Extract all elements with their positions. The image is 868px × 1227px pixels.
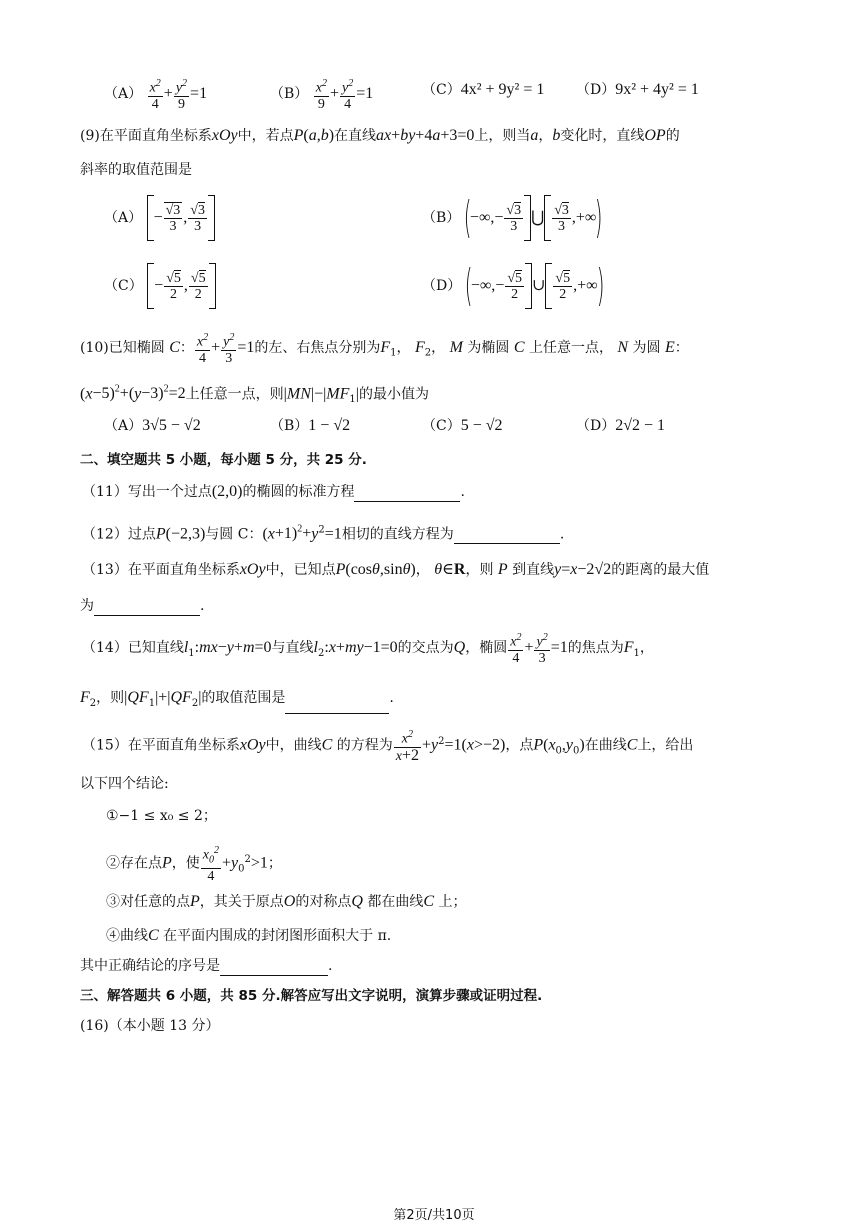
q10-option-a: （A）3√5 − √2 [104, 417, 201, 434]
q8-c-label: （C） [422, 82, 461, 98]
q13-answer-blank[interactable] [94, 600, 200, 616]
q13-line1: （13）在平面直角坐标系xOy中，已知点P(cosθ,sinθ)， θ∈R，则 P 到直线y=x−2√2的距离的最大值 [82, 561, 710, 578]
page-footer: 第2页/共10页 [393, 1208, 475, 1223]
q16-heading: (16)（本小题 13 分） [80, 1018, 220, 1034]
q8-b: （B） $\frac{x^2}{9}$ + $\frac{y^2}{4}$ =1 [270, 78, 374, 112]
q15-answer-blank[interactable] [220, 960, 328, 976]
q9-option-a: （A） − $\frac{√3}{3}$ , $\frac{√3}{3}$ [104, 192, 215, 244]
q9-a-label: （A） [104, 210, 143, 226]
q9-stem-line1: (9)在平面直角坐标系xOy中，若点P(a,b)在直线ax+by+4a+3=0上，则当a，b变化时，直线OP的 [80, 127, 680, 144]
q8-options: （A） $\frac{x^2}{4}$ + $\frac{y^2}{9}$ =1 [104, 78, 208, 112]
q9-option-c: （C） − $\frac{√5}{2}$ , $\frac{√5}{2}$ [104, 260, 216, 312]
q9-stem-line2: 斜率的取值范围是 [80, 162, 192, 178]
q8-c-text: 4x² + 9y² = 1 [460, 81, 545, 98]
q15-conclusion-4: ④曲线C 在平面内围成的封闭图形面积大于 π. [106, 927, 392, 944]
q15-ask: 其中正确结论的序号是 . [80, 958, 333, 974]
q10-option-c: （C）5 − √2 [422, 417, 503, 434]
q9-option-b: （B） (−∞,− $\frac{√3}{3}$ ⋃ $\frac{√3}{3}$ ,+∞) [422, 192, 603, 243]
q8-d [576, 80, 699, 100]
q14-line1: （14）已知直线$l_1:mx-y+m=0$与直线$l_2:x+my-1=0$的交点为Q，椭圆 $\frac{x^2}{4}$ + $\frac{y^2}{3}$ =1的焦点为$F_1$， [82, 632, 654, 666]
q11-answer-blank[interactable] [354, 486, 460, 502]
q15-line2: 以下四个结论: [80, 776, 169, 792]
q11: （11）写出一个过点(2,0)的椭圆的标准方程 . [82, 483, 465, 500]
q8-b-label: （B） [270, 85, 309, 102]
q8-d-label: （D） [576, 82, 616, 98]
q12-answer-blank[interactable] [454, 528, 560, 544]
q8-c [422, 80, 544, 100]
q10-option-b: （B）1 − √2 [270, 417, 351, 434]
section-3-heading: 三、解答题共 6 小题，共 85 分.解答应写出文字说明，演算步骤或证明过程. [80, 988, 543, 1004]
q10-stem-line2: $(x-5)^2+(y-3)^2=2$上任意一点，则$|MN|-|MF_1|$的最小值为 [80, 384, 429, 406]
q15-line1: （15）在平面直角坐标系xOy中，曲线C 的方程为 $\frac{x^2}{x+2}$ $+y^2=1(x>-2)$，点$P(x_0,y_0)$在曲线C上，给出 [82, 729, 694, 764]
q9-d-label: （D） [422, 278, 462, 294]
q10-stem-line1: (10)已知椭圆 C： $\frac{x^2}{4}$ + $\frac{y^2}{3}$ =1的左、右焦点分别为$F_1$， $F_2$， M 为椭圆 C 上任意一点， N 为圆 E： [80, 332, 689, 366]
q9-option-d: （D） (−∞,− $\frac{√5}{2}$ ∪ $\frac{√5}{2}$ ,+∞) [422, 260, 604, 311]
q14-answer-blank[interactable] [285, 698, 389, 714]
q15-conclusion-3: ③对任意的点P，其关于原点O的对称点Q 都在曲线C 上； [106, 893, 467, 910]
q9-b-label: （B） [422, 210, 461, 226]
q15-conclusion-1: ①−1 ≤ x₀ ≤ 2； [106, 808, 217, 824]
q9-c-label: （C） [104, 278, 143, 294]
section-2-heading: 二、填空题共 5 小题，每小题 5 分，共 25 分. [80, 452, 367, 468]
q13-line2: 为 . [80, 598, 205, 614]
q14-line2: $F_2$，则$|QF_1|+|QF_2|$的取值范围是 . [80, 688, 394, 714]
q15-conclusion-2: ②存在点P，使 $\frac{x_0^2}{4}$ $+y_0^2>1$； [106, 845, 282, 884]
q8-a-label: （A） [104, 85, 143, 102]
q8-d-text: 9x² + 4y² = 1 [615, 81, 699, 98]
q10-option-d: （D）2√2 − 1 [576, 417, 666, 434]
q12: （12）过点P(−2,3)与圆 C：$(x+1)^2+y^2=1$相切的直线方程为 . [82, 524, 565, 543]
